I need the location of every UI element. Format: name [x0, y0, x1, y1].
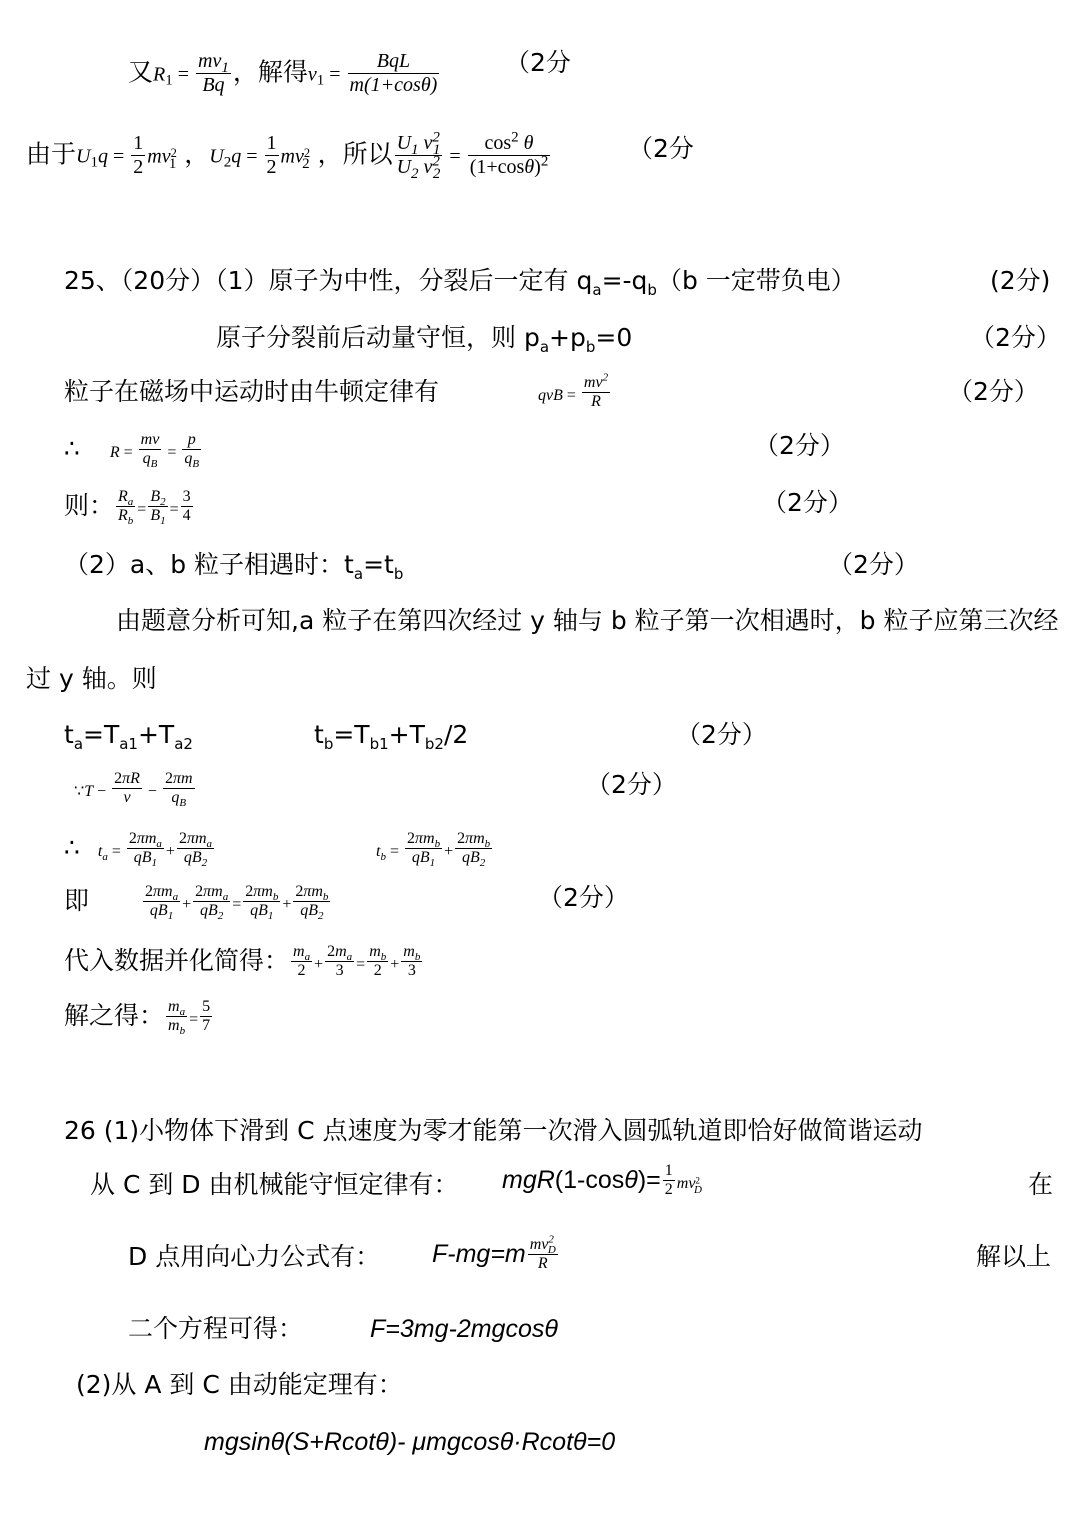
q26-energy-eq: mgR(1-cosθ)= $\frac{1}{2}$ $mv^2_D$ — [502, 1162, 702, 1199]
score-q25-5: （2分） — [762, 488, 853, 517]
q25-newton — [64, 377, 439, 407]
fraction-r1: $\frac{mv_1}{Bq}$ — [198, 50, 229, 96]
q26-line3-right: 解以上 — [976, 1242, 1052, 1271]
q25-substitute: 代入数据并化简得： $\frac{m_a}{2}$ + $\frac{2m_a}{3}$ = $\frac{m_b}{2}$ + $\frac{m_b}{3}$ — [64, 943, 421, 980]
q26-line2: 从 C 到 D 由机械能守恒定律有： — [90, 1170, 459, 1199]
q26-line4: 二个方程可得： — [128, 1314, 304, 1343]
q25-ji: 即 $\frac{2\pi m_a}{qB_1}$ + $\frac{2\pi m_a}{qB_2}$ = $\frac{2\pi m_b}{qB_1}$ + $\frac{2\pi m_b}{qB_2}$ — [64, 883, 329, 923]
since-symbol: ∵ — [74, 780, 85, 800]
q26-line2-right: 在 — [1028, 1170, 1054, 1199]
q25-momentum: 原子分裂前后动量守恒，则 $p_a+p_b=0$ — [216, 323, 633, 356]
line-1: 又R1 = $\frac{mv_1}{Bq}$ ，解得v1 = $\frac{\text{BqL}}{m(1+\cos\theta)}$ — [128, 50, 438, 96]
q25-therefore: ∴ R = $\frac{mv}{q_B}$ = $\frac{p}{q_B}$ — [64, 431, 200, 471]
q25-ta-eq: $t_a=T_{a1}+T_{a2}$ — [64, 720, 193, 753]
q25-then: 则： $\frac{R_a}{R_b}$ = $\frac{B_2}{B_1}$ = $\frac{3}{4}$ — [64, 488, 191, 528]
text-comma: ， — [184, 139, 210, 169]
therefore-symbol: ∴ — [64, 433, 80, 463]
q25-part2: （2）a、b 粒子相遇时：$t_a=t_b$ — [64, 550, 404, 583]
q25-tb-eq: $t_b=T_{b1}+T_{b2}/2$ — [314, 720, 469, 753]
line-2: 由于U1q = $\frac{1}{2}$ $mv^2_1$ ，U2q = $\frac{1}{2}$ $mv^2_2$ ，所以 $\frac{U_1 v^2_1}{U_2 v^2_2}$ = $\frac{\cos^2 \theta}{(1+\cos\theta)^2}$ — [26, 129, 549, 182]
q25-momentum-text: 原子分裂前后动量守恒，则 p — [216, 323, 540, 352]
q25-tb-full: $t_b$ = $\frac{2\pi m_b}{qB_1}$ + $\frac{2\pi m_b}{qB_2}$ — [376, 830, 491, 870]
q25-period: ∵T − $\frac{2\pi R}{v}$ − $\frac{2\pi m}{q_B}$ — [74, 770, 193, 810]
score-q25-3: （2分） — [948, 377, 1039, 406]
q25-newton-text: 粒子在磁场中运动时由牛顿定律有 — [64, 377, 440, 406]
score-q25-2: （2分） — [970, 323, 1061, 352]
score-q25-8: （2分） — [586, 770, 677, 799]
q26-force-eq: F-mg=m $\frac{mv^2_D}{R}$ — [432, 1233, 556, 1273]
score-line2: （2分 — [628, 134, 694, 163]
q25-header-tail: （b 一定带负电） — [656, 266, 856, 295]
score-q25-7: （2分） — [676, 720, 767, 749]
q26-line3: D 点用向心力公式有： — [128, 1242, 381, 1271]
q26-result-eq: F=3mg-2mgcosθ — [370, 1315, 558, 1343]
q25-ta-full: ∴ $t_a$ = $\frac{2\pi m_a}{qB_1}$ + $\frac{2\pi m_a}{qB_2}$ — [64, 830, 213, 870]
score-q25-6: （2分） — [828, 550, 919, 579]
score-q25-1: (2分) — [990, 266, 1051, 295]
then-text: 则： — [64, 490, 115, 520]
q25-analysis-2: 过 y 轴。则 — [26, 664, 157, 693]
score-line1: （2分 — [505, 48, 571, 77]
q26-line1: 26 (1)小物体下滑到 C 点速度为零才能第一次滑入圆弧轨道即恰好做简谐运动 — [64, 1116, 923, 1145]
eq-qvb: qvB = $\frac{mv^2}{R}$ — [538, 371, 609, 411]
solve-text: 解之得： — [64, 1000, 165, 1030]
text-youyu: 由于 — [26, 139, 77, 169]
q26-line5: (2)从 A 到 C 由动能定理有： — [76, 1370, 403, 1399]
q26-work-eq: mgsinθ(S+Rcotθ)- μmgcosθ·Rcotθ=0 — [204, 1428, 616, 1456]
score-q25-4: （2分） — [754, 431, 845, 460]
therefore-symbol-2: ∴ — [64, 832, 80, 862]
substitute-text: 代入数据并化简得： — [64, 945, 290, 975]
score-q25-9: （2分） — [538, 883, 629, 912]
q25-header: 25、（20分）（1）原子为中性，分裂后一定有 $q_a=-q_b(b$ 一定带负电） — [64, 266, 856, 299]
text-you: 又 — [128, 57, 154, 87]
q25-header-text: 25、（20分）（1）原子为中性，分裂后一定有 q — [64, 266, 593, 295]
q25-solve: 解之得： $\frac{m_a}{m_b}$ = $\frac{5}{7}$ — [64, 998, 211, 1038]
fraction-v1: $\frac{\text{BqL}}{m(1+\cos\theta)}$ — [349, 50, 438, 96]
ji-text: 即 — [64, 885, 90, 915]
text-suoyi: ，所以 — [317, 139, 393, 169]
text-jiede: ，解得 — [232, 57, 308, 87]
part2-text: （2）a、b 粒子相遇时：t — [64, 550, 354, 579]
q25-analysis-1: 由题意分析可知,a 粒子在第四次经过 y 轴与 b 粒子第一次相遇时，b 粒子应第三次经 — [116, 606, 1059, 635]
